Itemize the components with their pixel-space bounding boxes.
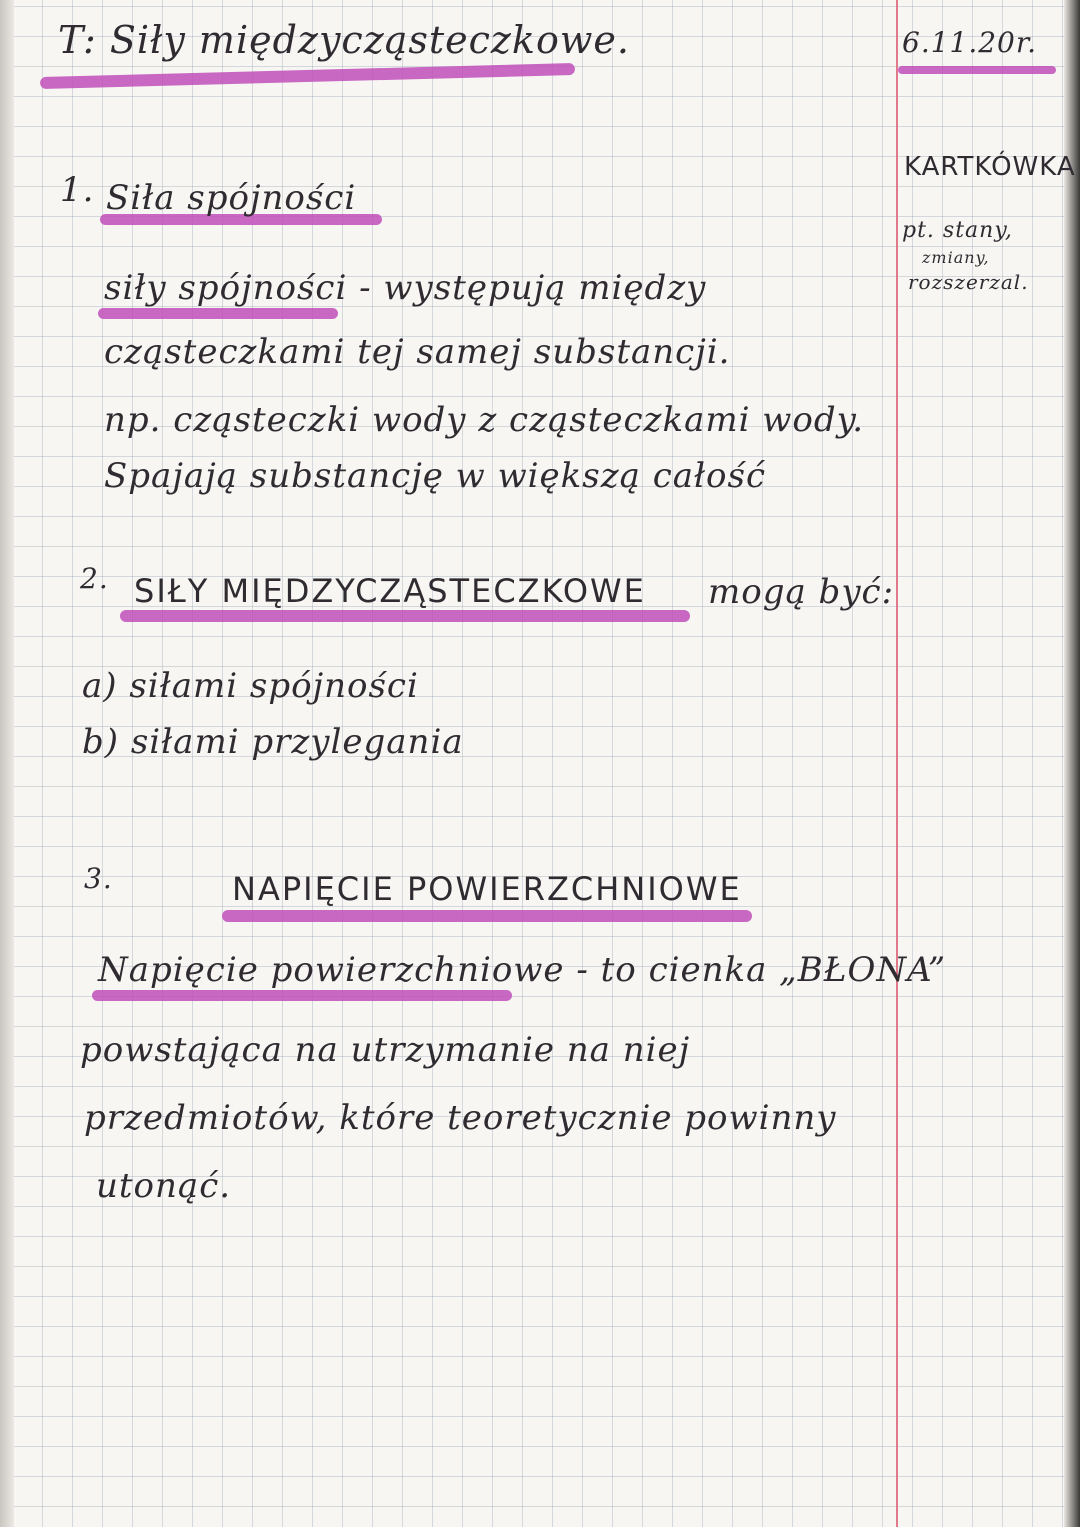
section-3-heading: NAPIĘCIE POWIERZCHNIOWE [232, 870, 742, 908]
side-note-line-2: zmiany, [922, 248, 990, 267]
section-2-number: 2. [80, 562, 109, 595]
section-3-number: 3. [84, 862, 113, 895]
page-right-edge [1064, 0, 1080, 1527]
section-1-line-4: Spajają substancję w większą całość [104, 456, 767, 496]
section-2-item-b: b) siłami przylegania [82, 722, 464, 762]
section-1-line-1: siły spójności - występują między [104, 268, 707, 308]
page-binding-shadow [0, 0, 14, 1527]
section-1-line-2: cząsteczkami tej samej substancji. [104, 332, 731, 372]
term-napięcie-powierzchniowe-highlight [92, 990, 512, 1001]
date-highlight [898, 66, 1056, 74]
section-1-heading: Siła spójności [106, 178, 357, 218]
section-2-heading-highlight [120, 610, 690, 622]
page-title: T: Siły międzycząsteczkowe. [58, 18, 630, 62]
section-3-heading-highlight [222, 910, 752, 922]
title-highlight [40, 63, 575, 89]
section-3-line-2: powstająca na utrzymanie na niej [80, 1030, 691, 1070]
date: 6.11.20r. [902, 26, 1038, 59]
section-3-line-4: utonąć. [96, 1166, 232, 1206]
section-2-heading: SIŁY MIĘDZYCZĄSTECZKOWE [134, 572, 646, 610]
side-note-line-3: rozszerzal. [908, 270, 1029, 294]
section-1-line-3: np. cząsteczki wody z cząsteczkami wody. [104, 400, 865, 440]
section-3-line-1: Napięcie powierzchniowe - to cienka „BŁONA” [98, 950, 947, 990]
section-3-line-3: przedmiotów, które teoretycznie powinny [84, 1098, 837, 1138]
side-note-heading: KARTKÓWKA [904, 152, 1076, 182]
term-siły-spójności-highlight [98, 308, 338, 319]
section-1-number: 1. [60, 170, 95, 210]
margin-line [896, 0, 898, 1527]
section-2-suffix: mogą być: [708, 572, 895, 612]
section-2-item-a: a) siłami spójności [82, 666, 419, 706]
side-note-line-1: pt. stany, [902, 218, 1013, 243]
